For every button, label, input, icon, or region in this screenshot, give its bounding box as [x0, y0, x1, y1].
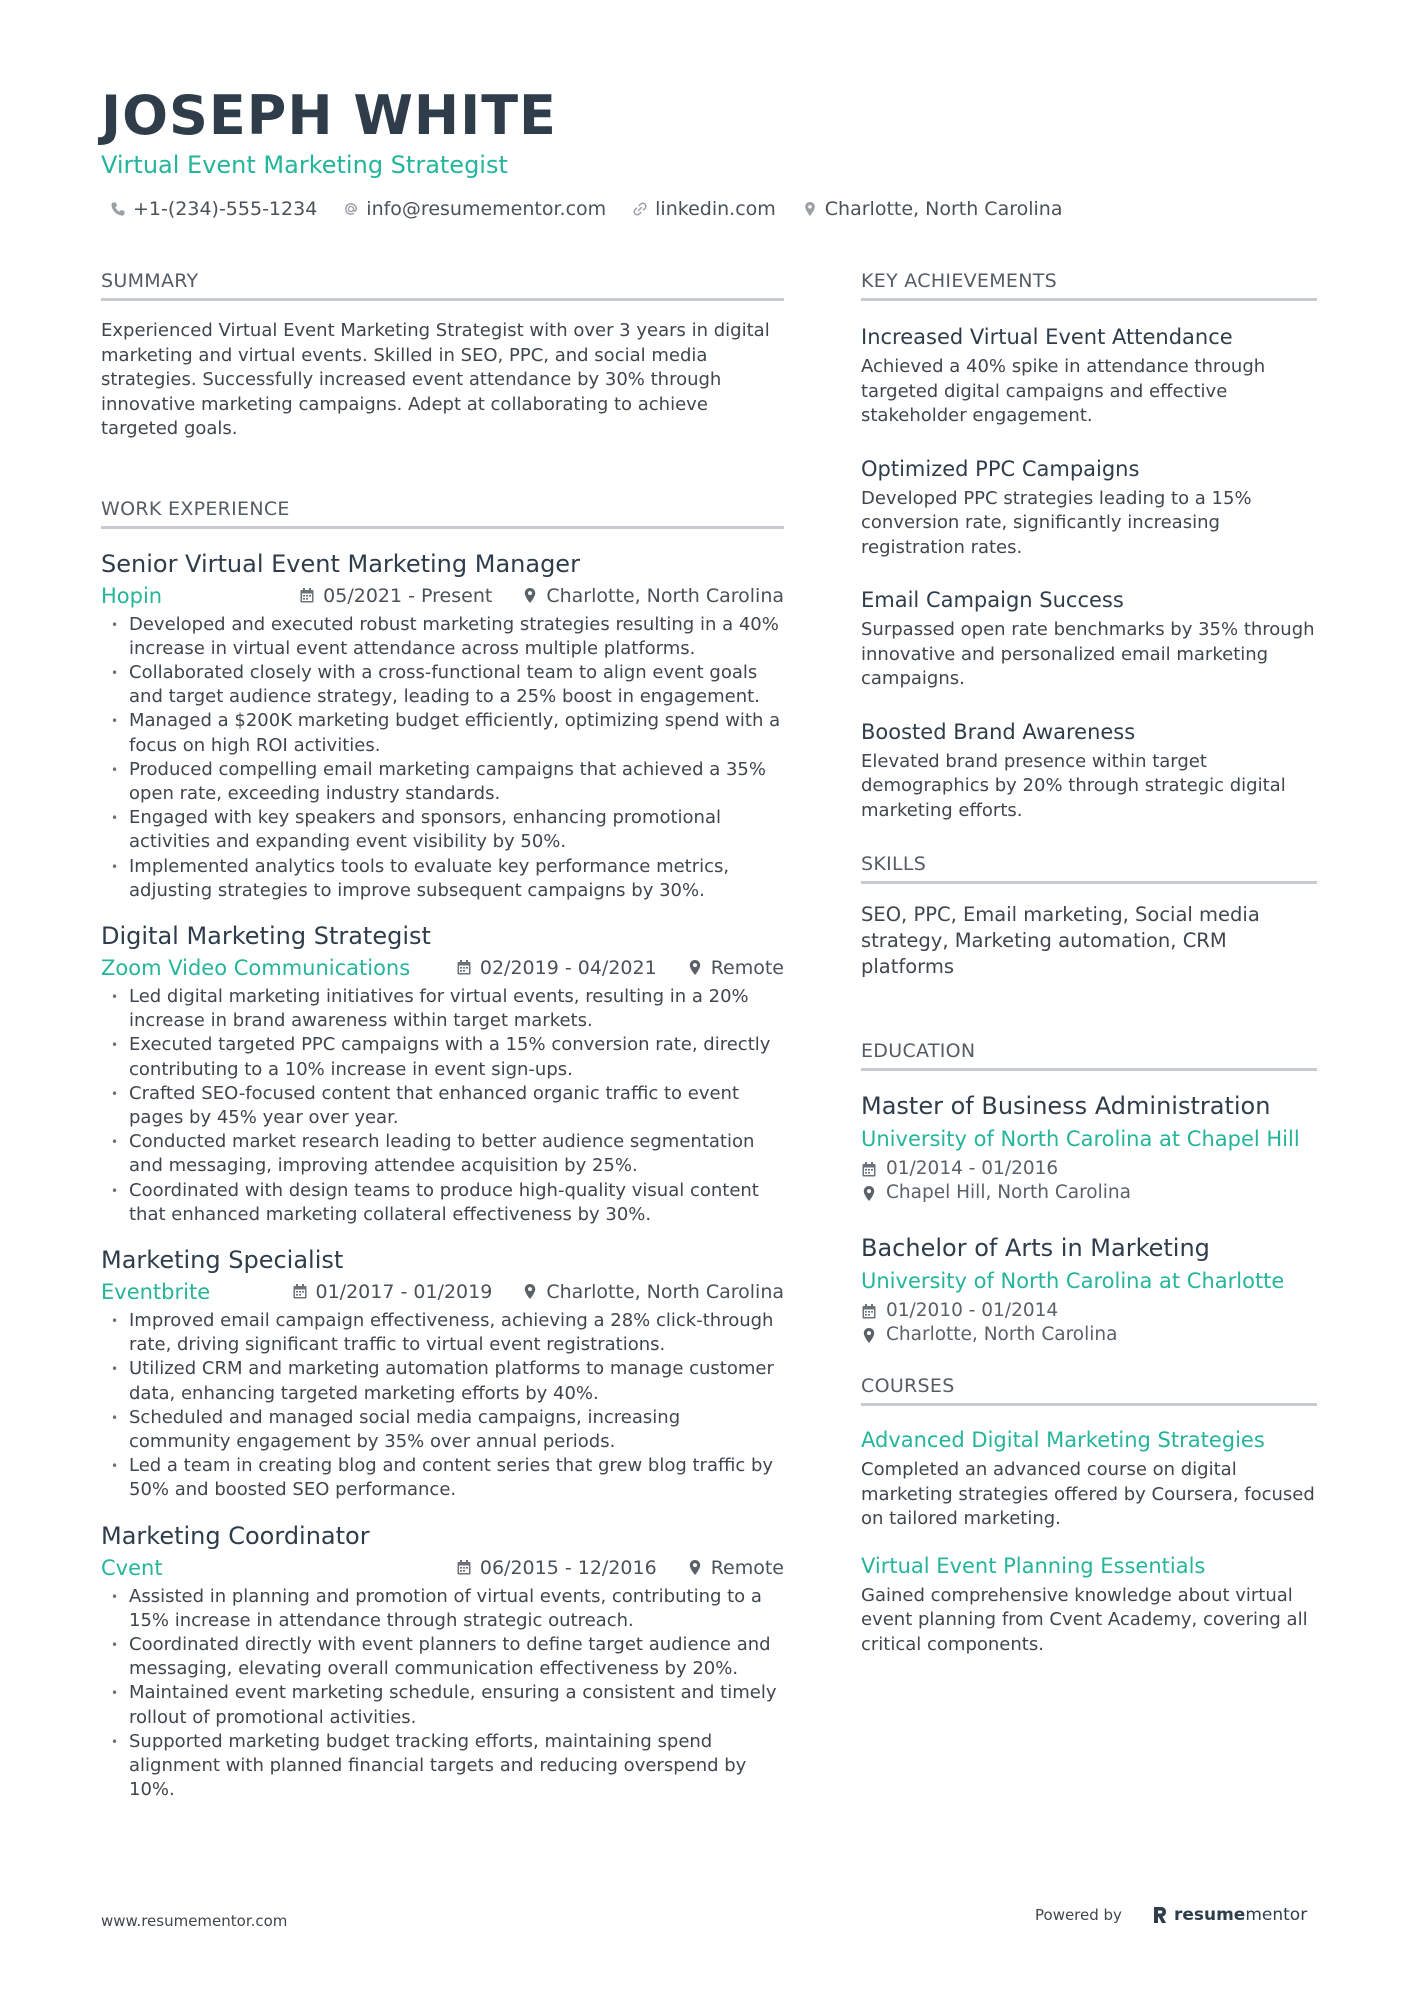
job-location	[522, 1281, 784, 1303]
map-pin-icon	[802, 201, 818, 217]
map-pin-icon	[861, 1327, 877, 1344]
job-entry	[101, 1521, 784, 1803]
phone-icon	[110, 201, 126, 217]
job-bullets	[101, 1309, 784, 1503]
education-school: University of North Carolina at Chapel Hill	[861, 1127, 1300, 1151]
achievements-heading: KEY ACHIEVEMENTS	[861, 270, 1317, 301]
job-bullet: • Maintained event marketing schedule, ensuring a consistent and timely rollout of promotional activities.	[101, 1681, 784, 1729]
achievement-item	[861, 586, 1317, 692]
job-bullet: • Assisted in planning and promotion of virtual events, contributing to a 15% increase in attendance through strategic outreach.	[101, 1585, 784, 1633]
achievement-text: Surpassed open rate benchmarks by 35% through innovative and personalized email marketing campaigns.	[861, 619, 1315, 689]
education-dates-text: 01/2010 - 01/2014	[886, 1300, 1059, 1321]
achievement-title: Increased Virtual Event Attendance	[861, 325, 1233, 349]
job-title: Marketing Specialist	[101, 1245, 344, 1274]
achievement-item	[861, 718, 1317, 824]
skills-text: SEO, PPC, Email marketing, Social media strategy, Marketing automation, CRM platforms	[861, 903, 1260, 978]
calendar-icon	[861, 1161, 877, 1178]
education-dates	[861, 1299, 1317, 1323]
contact-email[interactable]	[343, 198, 606, 220]
footer-website[interactable]: www.resumementor.com	[101, 1912, 288, 1930]
job-dates-text: 06/2015 - 12/2016	[479, 1556, 657, 1579]
education-location-text: Chapel Hill, North Carolina	[886, 1182, 1131, 1203]
brand-name-bold: resume	[1173, 1905, 1246, 1925]
job-bullet: • Scheduled and managed social media campaigns, increasing community engagement by 35% over annual periods.	[101, 1406, 784, 1454]
course-text: Gained comprehensive knowledge about virtual event planning from Cvent Academy, covering all critical components.	[861, 1584, 1308, 1655]
job-company: Hopin	[101, 583, 163, 608]
job-meta	[426, 957, 784, 979]
job-dates-text: 02/2019 - 04/2021	[479, 956, 657, 979]
job-dates-text: 05/2021 - Present	[323, 584, 493, 607]
contact-phone[interactable]	[110, 198, 317, 220]
job-bullets	[101, 1585, 784, 1803]
contact-email-text: info@resumementor.com	[366, 198, 607, 220]
education-list	[861, 1091, 1317, 1347]
achievement-list	[861, 323, 1317, 823]
course-list	[861, 1426, 1317, 1657]
job-dates	[299, 585, 492, 607]
job-location-text: Charlotte, North Carolina	[546, 1280, 784, 1303]
summary-text: Experienced Virtual Event Marketing Strategist with over 3 years in digital marketing and virtual events. Skilled in SEO, PPC, and social media strategies. Successfully increased event attendance by 30% through innovative marketing campaigns. Adept at collaborating to achieve targeted goals.	[101, 320, 770, 439]
contact-linkedin[interactable]	[632, 198, 776, 220]
job-title: Senior Virtual Event Marketing Manager	[101, 549, 580, 578]
brand-name-light: mentor	[1245, 1905, 1308, 1925]
job-location-text: Charlotte, North Carolina	[546, 584, 784, 607]
candidate-title: Virtual Event Marketing Strategist	[101, 151, 508, 179]
job-bullet: • Utilized CRM and marketing automation platforms to manage customer data, enhancing targeted marketing efforts by 40%.	[101, 1357, 784, 1405]
job-dates	[456, 1557, 657, 1579]
course-item	[861, 1552, 1317, 1658]
job-meta	[262, 1281, 785, 1303]
calendar-icon	[299, 587, 315, 604]
job-company: Cvent	[101, 1555, 163, 1580]
job-location	[687, 1557, 784, 1579]
skills-heading: SKILLS	[861, 853, 1317, 884]
job-meta-line	[101, 1277, 784, 1307]
contact-location	[802, 198, 1063, 220]
job-location-text: Remote	[710, 1556, 784, 1579]
education-heading: EDUCATION	[861, 1040, 1317, 1071]
achievement-item	[861, 323, 1317, 429]
courses-heading: COURSES	[861, 1375, 1317, 1406]
job-list	[101, 549, 784, 1803]
job-bullets	[101, 613, 784, 903]
job-meta-line	[101, 953, 784, 983]
job-meta	[426, 1557, 784, 1579]
job-entry	[101, 921, 784, 1227]
calendar-icon	[861, 1303, 877, 1320]
map-pin-icon	[522, 587, 538, 604]
achievement-text: Developed PPC strategies leading to a 15% conversion rate, significantly increasing registration rates.	[861, 487, 1252, 558]
powered-by-label: Powered by	[1035, 1906, 1122, 1924]
job-entry	[101, 549, 784, 903]
job-company: Eventbrite	[101, 1279, 211, 1304]
map-pin-icon	[522, 1283, 538, 1300]
job-title: Marketing Coordinator	[101, 1521, 370, 1550]
education-location	[861, 1323, 1317, 1347]
job-bullet: • Coordinated with design teams to produce high-quality visual content that enhanced marketing collateral effectiveness by 30%.	[101, 1179, 784, 1227]
job-bullet: • Collaborated closely with a cross-functional team to align event goals and target audience strategy, leading to a 25% boost in engagement.	[101, 661, 784, 709]
job-bullet: • Conducted market research leading to better audience segmentation and messaging, improving attendee acquisition by 25%.	[101, 1130, 784, 1178]
job-bullet: • Coordinated directly with event planners to define target audience and messaging, elevating overall communication effectiveness by 20%.	[101, 1633, 784, 1681]
job-bullet: • Led digital marketing initiatives for virtual events, resulting in a 20% increase in brand awareness within target markets.	[101, 985, 784, 1033]
map-pin-icon	[687, 1559, 703, 1576]
brand-logo[interactable]	[1152, 1905, 1307, 1925]
job-meta-line	[101, 1553, 784, 1583]
job-bullet: • Engaged with key speakers and sponsors, enhancing promotional activities and expanding event visibility by 50%.	[101, 806, 784, 854]
job-title: Digital Marketing Strategist	[101, 921, 431, 950]
course-title: Virtual Event Planning Essentials	[861, 1553, 1206, 1578]
achievement-text: Achieved a 40% spike in attendance through targeted digital campaigns and effective stakeholder engagement.	[861, 356, 1266, 426]
job-location-text: Remote	[710, 956, 784, 979]
at-sign-icon	[343, 201, 359, 217]
education-location-text: Charlotte, North Carolina	[886, 1324, 1118, 1345]
contact-linkedin-text: linkedin.com	[655, 198, 776, 220]
course-item	[861, 1426, 1317, 1532]
education-dates-text: 01/2014 - 01/2016	[886, 1158, 1059, 1179]
education-dates	[861, 1157, 1317, 1181]
calendar-icon	[456, 1559, 472, 1576]
footer-branding	[1035, 1905, 1307, 1925]
map-pin-icon	[687, 959, 703, 976]
candidate-name: JOSEPH WHITE	[101, 84, 557, 147]
job-bullet: • Executed targeted PPC campaigns with a 15% conversion rate, directly contributing to a 10% increase in event sign-ups.	[101, 1033, 784, 1081]
education-item	[861, 1091, 1317, 1205]
job-bullet: • Led a team in creating blog and content series that grew blog traffic by 50% and boosted SEO performance.	[101, 1454, 784, 1502]
calendar-icon	[292, 1283, 308, 1300]
job-bullets	[101, 985, 784, 1227]
course-title: Advanced Digital Marketing Strategies	[861, 1428, 1265, 1452]
link-icon	[632, 201, 648, 217]
job-bullet: • Managed a $200K marketing budget efficiently, optimizing spend with a focus on high ROI activities.	[101, 709, 784, 757]
education-degree: Bachelor of Arts in Marketing	[861, 1234, 1210, 1262]
education-item	[861, 1233, 1317, 1347]
education-school: University of North Carolina at Charlotte	[861, 1269, 1285, 1293]
job-bullet: • Improved email campaign effectiveness, achieving a 28% click-through rate, driving significant traffic to virtual event registrations.	[101, 1309, 784, 1357]
job-dates	[456, 957, 657, 979]
job-entry	[101, 1245, 784, 1503]
course-text: Completed an advanced course on digital marketing strategies offered by Coursera, focused on tailored marketing.	[861, 1459, 1315, 1529]
job-bullet: • Implemented analytics tools to evaluate key performance metrics, adjusting strategies to improve subsequent campaigns by 30%.	[101, 855, 784, 903]
job-meta-line	[101, 581, 784, 611]
achievement-title: Boosted Brand Awareness	[861, 719, 1136, 744]
job-location	[687, 957, 784, 979]
achievement-title: Email Campaign Success	[861, 588, 1124, 612]
education-location	[861, 1181, 1317, 1205]
achievement-item	[861, 455, 1317, 561]
job-dates	[292, 1281, 493, 1303]
work-experience-heading: WORK EXPERIENCE	[101, 498, 784, 529]
job-meta	[269, 585, 784, 607]
right-column	[861, 270, 1317, 1677]
education-degree: Master of Business Administration	[861, 1092, 1271, 1120]
left-column	[101, 270, 784, 1820]
job-company: Zoom Video Communications	[101, 955, 411, 980]
map-pin-icon	[861, 1185, 877, 1202]
job-bullet: • Crafted SEO-focused content that enhanced organic traffic to event pages by 45% year over year.	[101, 1082, 784, 1130]
contact-location-text: Charlotte, North Carolina	[824, 198, 1063, 220]
summary-heading: SUMMARY	[101, 270, 784, 301]
calendar-icon	[456, 959, 472, 976]
achievement-title: Optimized PPC Campaigns	[861, 456, 1140, 481]
contact-phone-text: +1-(234)-555-1234	[133, 198, 318, 220]
job-location	[522, 585, 784, 607]
job-bullet: • Supported marketing budget tracking efforts, maintaining spend alignment with planned financial targets and reducing overspend by 10%.	[101, 1730, 784, 1803]
job-bullet: • Produced compelling email marketing campaigns that achieved a 35% open rate, exceeding industry standards.	[101, 758, 784, 806]
job-dates-text: 01/2017 - 01/2019	[315, 1280, 493, 1303]
contact-bar	[110, 198, 1088, 220]
job-bullet: • Developed and executed robust marketing strategies resulting in a 40% increase in virtual event attendance across multiple platforms.	[101, 613, 784, 661]
achievement-text: Elevated brand presence within target demographics by 20% through strategic digital marketing efforts.	[861, 750, 1286, 821]
resumementor-logo-icon	[1152, 1905, 1168, 1925]
